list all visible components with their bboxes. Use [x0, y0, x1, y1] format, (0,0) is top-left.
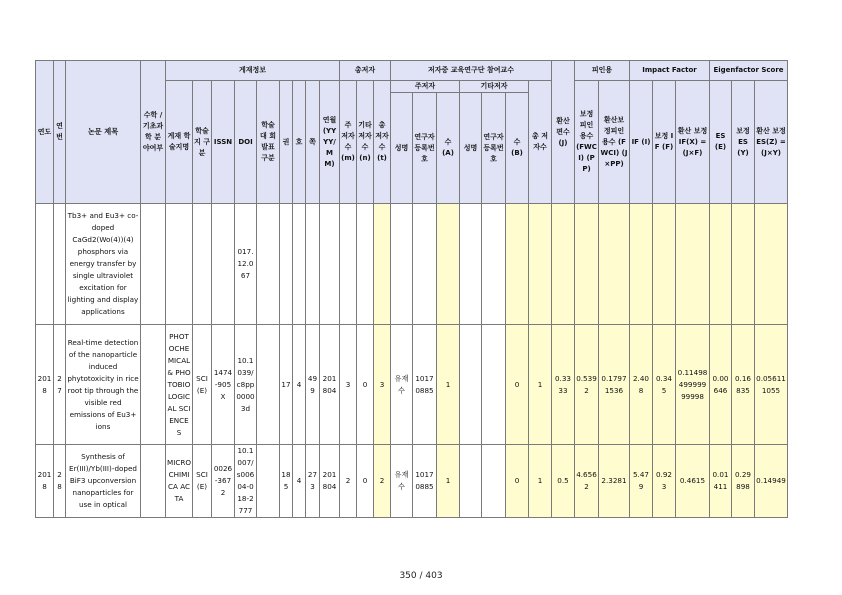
cell-es — [710, 204, 732, 325]
cell-pp — [575, 204, 599, 325]
header-conv-score: 환산 편수 (J) — [552, 61, 575, 204]
table-row — [36, 204, 788, 325]
header-doi: DOI — [235, 81, 257, 204]
header-main-author: 주저자 — [391, 81, 460, 93]
cell-pp: 4.6562 — [575, 445, 599, 518]
cell-main-name: 유재수 — [391, 325, 413, 445]
cell-seq: 27 — [54, 325, 66, 445]
cell-journal: PHOTOCHEMICAL & PHOTOBIOLOGICAL SCIENCES — [166, 325, 193, 445]
cell-a: 1 — [437, 445, 460, 518]
cell-doi: 017.12.067 — [235, 204, 257, 325]
header-es-group: Eigenfactor Score — [710, 61, 788, 81]
cell-type — [193, 204, 212, 325]
cell-n — [357, 204, 374, 325]
cell-es: 0.00646 — [710, 325, 732, 445]
cell-title: Tb3+ and Eu3+ co-doped CaGd2(Wo(4))(4) phosphors via energy transfer by single ultraviolet excitation for lighting and display applications — [66, 204, 141, 325]
cell-total: 1 — [529, 445, 552, 518]
cell-m — [340, 204, 357, 325]
header-conv-fwci: 환산보 정피인 용수 (FWCI) (J×PP) — [599, 81, 630, 204]
cell-type: SCI(E) — [193, 325, 212, 445]
header-journal-group: 게재정보 — [166, 61, 340, 81]
cell-if: 2.408 — [630, 325, 653, 445]
header-adj-if: 보정 IF (F) — [653, 81, 676, 204]
header-citation-group: 피인용 — [575, 61, 630, 81]
cell-m: 3 — [340, 325, 357, 445]
cell-issn: 1474-905X — [212, 325, 235, 445]
cell-other-reg — [482, 325, 506, 445]
cell-other-name — [460, 445, 482, 518]
cell-year: 2018 — [36, 445, 54, 518]
cell-conv-es: 0.056111055 — [755, 325, 788, 445]
cell-t: 2 — [374, 445, 391, 518]
cell-a — [437, 204, 460, 325]
cell-conv-if — [676, 204, 710, 325]
cell-adj-es — [732, 204, 755, 325]
cell-conv-es: 0.14949 — [755, 445, 788, 518]
cell-total: 1 — [529, 325, 552, 445]
header-pub-date: 연월 (YYYY/ MM) — [320, 81, 340, 204]
header-other-author: 기타저자 — [460, 81, 529, 93]
cell-conv-es — [755, 204, 788, 325]
cell-year: 2018 — [36, 325, 54, 445]
header-vol: 권 — [280, 81, 293, 204]
cell-seq: 28 — [54, 445, 66, 518]
cell-if: 5.479 — [630, 445, 653, 518]
cell-issn: 0026-3672 — [212, 445, 235, 518]
cell-math — [141, 325, 166, 445]
header-conv-if: 환산 보정 IF(X) = (J×F) — [676, 81, 710, 204]
header-math: 수학 /기초과학 분야여부 — [141, 61, 166, 204]
cell-page: 499 — [306, 325, 320, 445]
cell-main-reg: 10170885 — [413, 325, 437, 445]
cell-es: 0.01411 — [710, 445, 732, 518]
cell-date: 201804 — [320, 445, 340, 518]
cell-other-name — [460, 204, 482, 325]
cell-other-name — [460, 325, 482, 445]
header-jt-class: 학술대 회발표 구분 — [257, 81, 280, 204]
header-fwci-pp: 보정 피인 용수 (FWCI) (PP) — [575, 81, 599, 204]
header-journal-name: 게재 학술지명 — [166, 81, 193, 204]
cell-seq — [54, 204, 66, 325]
cell-t: 3 — [374, 325, 391, 445]
cell-n: 0 — [357, 325, 374, 445]
cell-adj-if: 0.923 — [653, 445, 676, 518]
cell-main-name: 유재수 — [391, 445, 413, 518]
header-count-b: 수 (B) — [506, 93, 529, 204]
page-number: 350 / 403 — [399, 571, 443, 581]
cell-type: SCI(E) — [193, 445, 212, 518]
header-total-author-t: 총 저자 수 (t) — [374, 81, 391, 204]
cell-journal — [166, 204, 193, 325]
cell-page — [306, 204, 320, 325]
header-year: 연도 — [36, 61, 54, 204]
cell-j: 0.5 — [552, 445, 575, 518]
cell-doi: 10.1039/c8pp00003d — [235, 325, 257, 445]
cell-vol: 185 — [280, 445, 293, 518]
cell-class — [257, 325, 280, 445]
header-other-reg: 연구자 등록번호 — [482, 93, 506, 204]
cell-page: 273 — [306, 445, 320, 518]
cell-pp: 0.5392 — [575, 325, 599, 445]
cell-total — [529, 204, 552, 325]
cell-journal: MICROCHIMICA ACTA — [166, 445, 193, 518]
header-page: 쪽 — [306, 81, 320, 204]
header-issn: ISSN — [212, 81, 235, 204]
publication-table — [35, 60, 788, 518]
cell-jpp: 0.17971536 — [599, 325, 630, 445]
header-total-prof: 총 저자수 — [529, 81, 552, 204]
cell-conv-if: 0.1149849999999998 — [676, 325, 710, 445]
header-title: 논문 제목 — [66, 61, 141, 204]
cell-a: 1 — [437, 325, 460, 445]
header-author-group: 총저자 — [340, 61, 391, 81]
cell-vol — [280, 204, 293, 325]
cell-adj-es: 0.16835 — [732, 325, 755, 445]
cell-issue: 4 — [293, 445, 306, 518]
cell-adj-es: 0.29898 — [732, 445, 755, 518]
cell-t — [374, 204, 391, 325]
cell-title: Synthesis of Er(III)/Yb(III)-doped BiF3 upconversion nanoparticles for use in optical — [66, 445, 141, 518]
cell-class — [257, 204, 280, 325]
cell-j — [552, 204, 575, 325]
cell-math — [141, 445, 166, 518]
cell-jpp — [599, 204, 630, 325]
header-main-name: 성명 — [391, 93, 413, 204]
cell-adj-if — [653, 204, 676, 325]
cell-m: 2 — [340, 445, 357, 518]
header-adj-es: 보정 ES (Y) — [732, 81, 755, 204]
cell-adj-if: 0.345 — [653, 325, 676, 445]
header-prof-group: 저자중 교육연구단 참여교수 — [391, 61, 552, 81]
cell-issn — [212, 204, 235, 325]
header-journal-type: 학술지 구분 — [193, 81, 212, 204]
header-other-name: 성명 — [460, 93, 482, 204]
cell-jpp: 2.3281 — [599, 445, 630, 518]
cell-other-reg — [482, 445, 506, 518]
cell-issue: 4 — [293, 325, 306, 445]
header-if-group: Impact Factor — [630, 61, 710, 81]
header-main-author-n: 주 저자 수 (m) — [340, 81, 357, 204]
header-count-a: 수 (A) — [437, 93, 460, 204]
header-if: IF (I) — [630, 81, 653, 204]
header-conv-es: 환산 보정 ES(Z) =(J×Y) — [755, 81, 788, 204]
cell-issue — [293, 204, 306, 325]
cell-n: 0 — [357, 445, 374, 518]
cell-if — [630, 204, 653, 325]
header-seq: 연번 — [54, 61, 66, 204]
cell-main-reg — [413, 204, 437, 325]
header-main-reg: 연구자 등록번호 — [413, 93, 437, 204]
header-es: ES (E) — [710, 81, 732, 204]
cell-j: 0.3333 — [552, 325, 575, 445]
header-issue: 호 — [293, 81, 306, 204]
cell-main-reg: 10170885 — [413, 445, 437, 518]
cell-main-name — [391, 204, 413, 325]
cell-year — [36, 204, 54, 325]
cell-b: 0 — [506, 325, 529, 445]
cell-doi: 10.1007/s00604-018-2777 — [235, 445, 257, 518]
cell-title: Real-time detection of the nanoparticle induced phytotoxicity in rice root tip through the visible red emissions of Eu3+ ions — [66, 325, 141, 445]
cell-b — [506, 204, 529, 325]
cell-class — [257, 445, 280, 518]
cell-math — [141, 204, 166, 325]
header-other-author-n: 기타 저자 수 (n) — [357, 81, 374, 204]
cell-other-reg — [482, 204, 506, 325]
cell-vol: 17 — [280, 325, 293, 445]
cell-conv-if: 0.4615 — [676, 445, 710, 518]
cell-date — [320, 204, 340, 325]
table-row — [36, 445, 788, 518]
cell-b: 0 — [506, 445, 529, 518]
cell-date: 201804 — [320, 325, 340, 445]
table-row — [36, 325, 788, 445]
